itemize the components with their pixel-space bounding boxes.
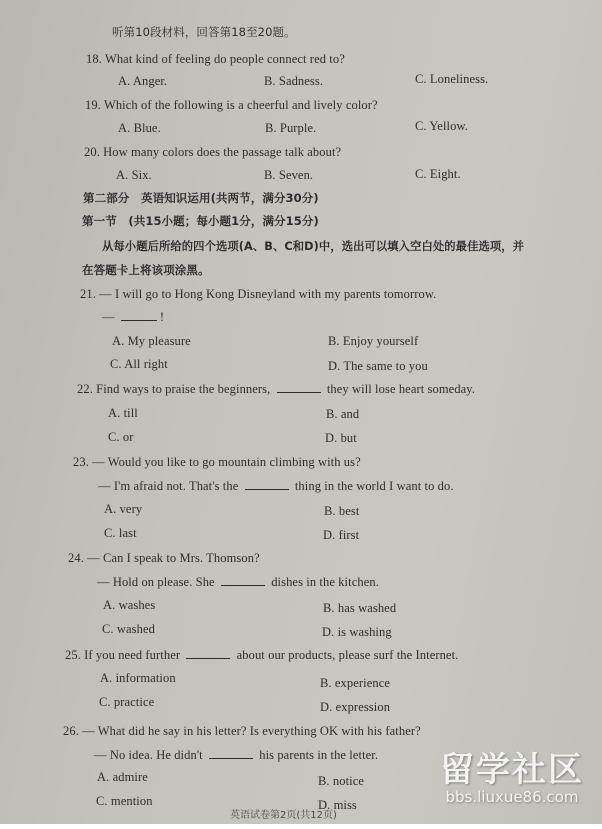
q21-option-b: B. Enjoy yourself: [328, 334, 419, 348]
q20-option-c: C. Eight.: [415, 167, 461, 181]
q21-response: — !: [102, 310, 165, 324]
q25-option-d: D. expression: [320, 700, 391, 714]
instruction-line2: 在答题卡上将该项涂黑。: [82, 263, 210, 277]
question-25: 25. If you need further about our products, please surf the Internet.: [65, 648, 459, 662]
question-23: 23. — Would you like to go mountain climbing with us?: [73, 455, 361, 469]
answer-blank: [277, 383, 321, 393]
answer-blank: [221, 576, 265, 586]
q22-option-d: D. but: [325, 431, 357, 445]
answer-blank: [186, 649, 230, 659]
q21-option-c: C. All right: [110, 357, 168, 371]
section1-heading: 第一节 (共15小题；每小题1分，满分15分): [82, 214, 319, 228]
q22-option-b: B. and: [326, 407, 360, 421]
watermark-logo: [432, 752, 592, 814]
q26-option-d: D. miss: [318, 798, 357, 812]
q18-option-b: B. Sadness.: [264, 74, 324, 88]
q23-response: — I'm afraid not. That's the thing in the world I want to do.: [98, 479, 454, 493]
q24-option-c: C. washed: [102, 622, 155, 636]
question-24: 24. — Can I speak to Mrs. Thomson?: [68, 551, 260, 565]
q23-option-b: B. best: [324, 504, 360, 518]
q20-option-a: A. Six.: [116, 168, 152, 182]
q25-option-c: C. practice: [99, 695, 155, 709]
q18-option-c: C. Loneliness.: [415, 72, 489, 86]
q26-option-a: A. admire: [97, 770, 148, 784]
listening-instruction: 听第10段材料，回答第18至20题。: [112, 25, 296, 39]
q21-option-d: D. The same to you: [328, 359, 428, 373]
q24-option-d: D. is washing: [322, 625, 392, 639]
q22-option-a: A. till: [108, 406, 138, 420]
instruction-line1: 从每小题后所给的四个选项(A、B、C和D)中，选出可以填入空白处的最佳选项，并: [102, 240, 525, 253]
answer-blank: [209, 749, 253, 759]
question-19: 19. Which of the following is a cheerful and lively color?: [85, 98, 378, 112]
q24-response: — Hold on please. She dishes in the kitchen.: [97, 575, 379, 589]
question-18: 18. What kind of feeling do people connect red to?: [86, 52, 345, 66]
q24-option-a: A. washes: [103, 598, 156, 612]
q19-option-a: A. Blue.: [118, 121, 161, 135]
q25-option-a: A. information: [100, 671, 176, 685]
q20-option-b: B. Seven.: [264, 168, 314, 182]
answer-blank: [121, 311, 157, 321]
q25-option-b: B. experience: [320, 676, 391, 690]
question-21: 21. — I will go to Hong Kong Disneyland with my parents tomorrow.: [80, 287, 437, 301]
q18-option-a: A. Anger.: [118, 74, 168, 88]
q23-option-d: D. first: [323, 528, 360, 542]
watermark-url: bbs.liuxue86.com: [445, 788, 579, 806]
question-26: 26. — What did he say in his letter? Is everything OK with his father?: [63, 724, 421, 738]
question-20: 20. How many colors does the passage talk about?: [84, 145, 342, 159]
q19-option-c: C. Yellow.: [415, 119, 468, 133]
bottom-border: [0, 824, 602, 829]
q26-response: — No idea. He didn't his parents in the letter.: [94, 748, 379, 762]
q26-option-b: B. notice: [318, 774, 365, 788]
question-22: 22. Find ways to praise the beginners, they will lose heart someday.: [77, 382, 476, 396]
q24-option-b: B. has washed: [323, 601, 397, 615]
watermark-title: 留学社区: [440, 750, 584, 790]
q26-option-c: C. mention: [96, 794, 153, 808]
q23-option-c: C. last: [104, 526, 137, 540]
q19-option-b: B. Purple.: [265, 121, 317, 135]
q22-option-c: C. or: [108, 430, 134, 444]
q21-option-a: A. My pleasure: [112, 334, 191, 348]
part2-heading: 第二部分 英语知识运用(共两节，满分30分): [83, 191, 319, 205]
q23-option-a: A. very: [104, 502, 143, 516]
page-footer: 英语试卷第2页(共12页): [230, 810, 337, 821]
answer-blank: [245, 480, 289, 490]
